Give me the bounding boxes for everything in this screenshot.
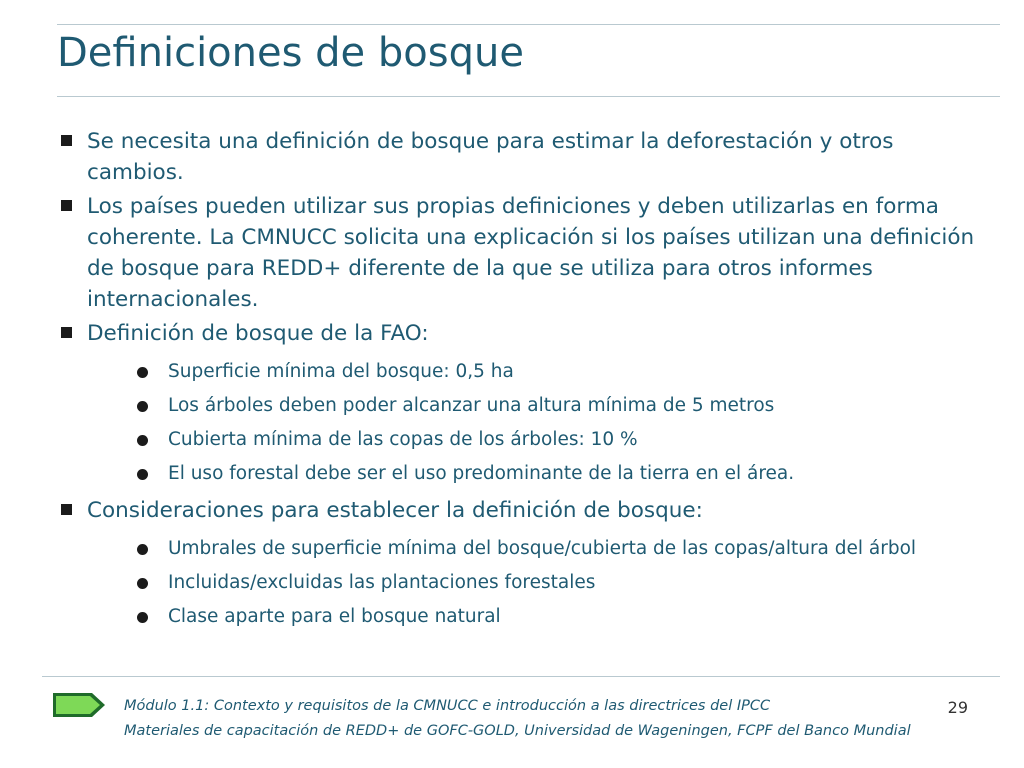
square-bullet-icon	[61, 200, 72, 211]
sub-bullet-item	[0, 461, 1024, 486]
bullet-text: Consideraciones para establecer la definición de bosque:	[87, 498, 703, 523]
sub-bullet-item	[0, 427, 1024, 452]
sub-bullet-item	[0, 604, 1024, 629]
sub-bullet-item	[0, 570, 1024, 595]
square-bullet-icon	[61, 135, 72, 146]
sub-bullet-text: El uso forestal debe ser el uso predominante de la tierra en el área.	[168, 463, 795, 484]
bullet-item	[0, 495, 1024, 526]
square-bullet-icon	[61, 504, 72, 515]
bullet-text: Definición de bosque de la FAO:	[87, 321, 429, 346]
square-bullet-icon	[61, 327, 72, 338]
footer-credits-text: Materiales de capacitación de REDD+ de GOFC-GOLD, Universidad de Wageningen, FCPF del Banco Mundial	[124, 723, 911, 739]
round-bullet-icon	[137, 544, 148, 555]
sub-bullet-item	[0, 359, 1024, 384]
sub-bullet-item	[0, 393, 1024, 418]
bullet-item	[0, 126, 1024, 188]
bullet-item	[0, 191, 1024, 315]
sub-bullet-text: Clase aparte para el bosque natural	[168, 606, 501, 627]
footer-module-text: Módulo 1.1: Contexto y requisitos de la CMNUCC e introducción a las directrices del IPCC	[124, 698, 771, 714]
round-bullet-icon	[137, 367, 148, 378]
bullet-text: Los países pueden utilizar sus propias definiciones y deben utilizarlas en forma coherente. La CMNUCC solicita una explicación si los países utilizan una definición de bosque para REDD+ diferente de la que se utiliza para otros informes internacionales.	[87, 194, 975, 312]
round-bullet-icon	[137, 578, 148, 589]
round-bullet-icon	[137, 435, 148, 446]
sub-bullet-text: Superficie mínima del bosque: 0,5 ha	[168, 361, 514, 382]
round-bullet-icon	[137, 612, 148, 623]
title-rule	[57, 96, 1000, 97]
round-bullet-icon	[137, 469, 148, 480]
sub-bullet-text: Umbrales de superficie mínima del bosque/cubierta de las copas/altura del árbol	[168, 538, 917, 559]
page-number: 29	[947, 698, 968, 717]
bullet-text: Se necesita una definición de bosque para estimar la deforestación y otros cambios.	[87, 129, 894, 185]
bullet-item	[0, 318, 1024, 349]
green-arrow-icon	[52, 692, 106, 718]
sub-bullet-text: Incluidas/excluidas las plantaciones forestales	[168, 572, 596, 593]
top-rule	[57, 24, 1000, 25]
sub-bullet-text: Los árboles deben poder alcanzar una altura mínima de 5 metros	[168, 395, 775, 416]
round-bullet-icon	[137, 401, 148, 412]
sub-bullet-item	[0, 536, 1024, 561]
slide-title: Definiciones de bosque	[57, 30, 524, 76]
sub-bullet-text: Cubierta mínima de las copas de los árboles: 10 %	[168, 429, 638, 450]
slide-content	[0, 126, 1024, 638]
footer-rule	[42, 676, 1000, 677]
